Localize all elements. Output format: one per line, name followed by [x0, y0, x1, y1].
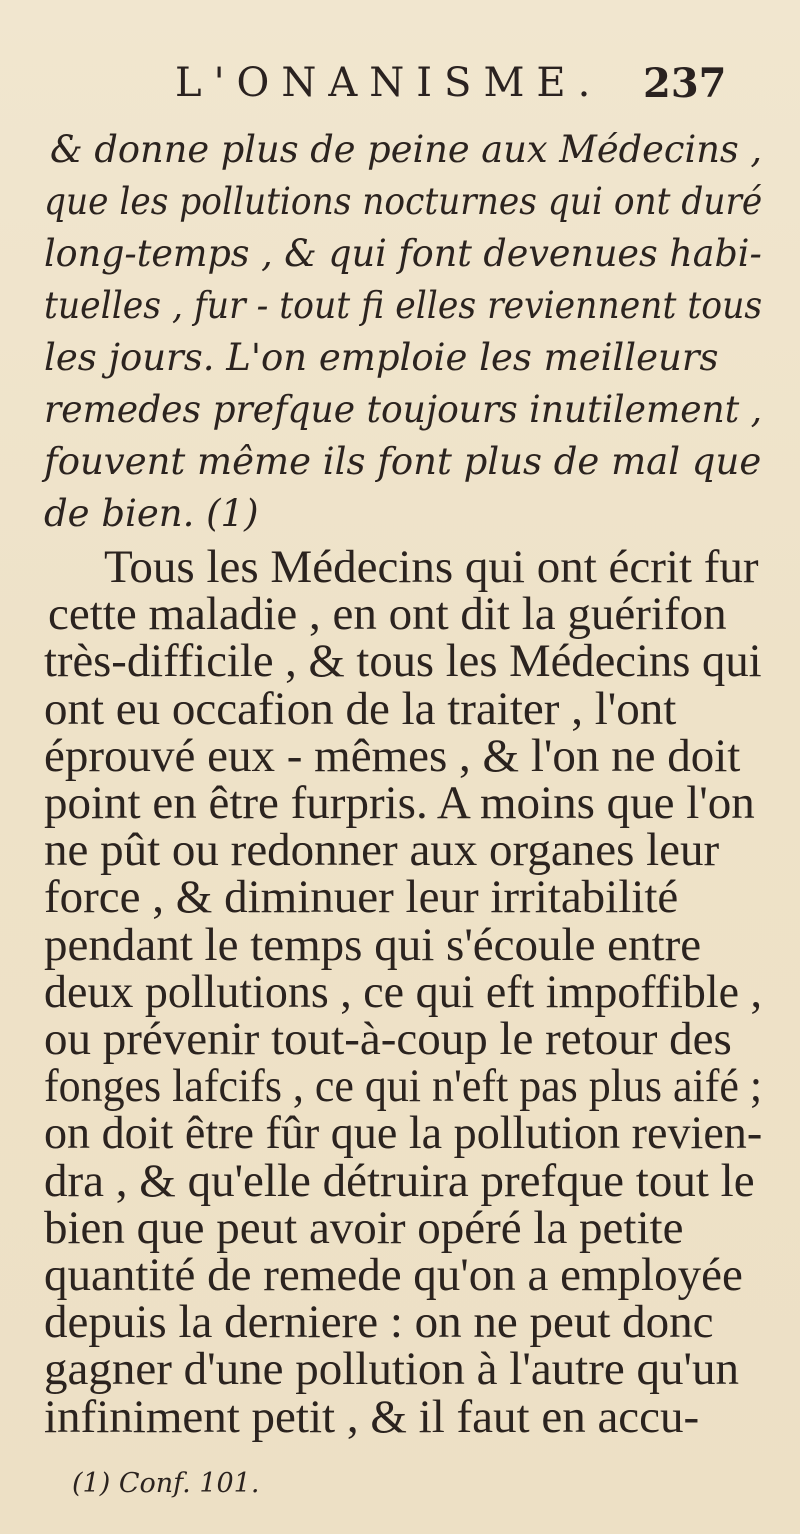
text-line: les jours. L'on emploie les meilleurs — [44, 336, 719, 379]
text-line: depuis la derniere : on ne peut donc — [44, 1296, 714, 1349]
text-line: Tous les Médecins qui ont écrit fur — [104, 541, 759, 593]
text-line: ont eu occafion de la traiter , l'ont — [44, 682, 677, 735]
text-line: fonges lafcifs , ce qui n'eft pas plus aifé ; — [44, 1060, 763, 1113]
text-line: dra , & qu'elle détruira prefque tout le — [44, 1154, 755, 1207]
text-line: remedes prefque toujours inutilement , — [44, 388, 763, 431]
footnote: (1) Conf. 101. — [72, 1468, 260, 1499]
text-line: très-difficile , & tous les Médecins qui — [44, 635, 762, 688]
text-line: fouvent même ils font plus de mal que — [44, 440, 762, 483]
text-line: pendant le temps qui s'écoule entre — [44, 918, 702, 971]
text-line: force , & diminuer leur irritabilité — [44, 871, 679, 924]
text-line: & donne plus de peine aux Médecins , — [50, 128, 763, 171]
text-line: tuelles , fur - tout fi elles reviennent tous — [44, 284, 763, 327]
text-line: bien que peut avoir opéré la petite — [44, 1201, 684, 1254]
text-line: cette maladie , en ont dit la guérifon — [48, 588, 727, 641]
text-line: de bien. (1) — [44, 492, 259, 535]
page-number: 237 — [643, 60, 727, 107]
text-line: point en être furpris. A moins que l'on — [44, 777, 755, 829]
text-line: on doit être fûr que la pollution revien- — [44, 1107, 763, 1160]
running-head — [0, 60, 800, 120]
text-line: éprouvé eux - mêmes , & l'on ne doit — [44, 729, 741, 782]
running-head-title: L'ONANISME. — [175, 60, 603, 106]
text-line: que les pollutions nocturnes qui ont duré — [44, 180, 763, 223]
text-line: gagner d'une pollution à l'autre qu'un — [44, 1343, 739, 1396]
text-line: infiniment petit , & il faut en accu- — [44, 1390, 700, 1443]
text-line: long-temps , & qui font devenues habi- — [44, 232, 762, 275]
text-line: quantité de remede qu'on a employée — [44, 1249, 743, 1301]
text-line: deux pollutions , ce qui eft impoffible , — [44, 965, 763, 1018]
text-line: ou prévenir tout-à-coup le retour des — [44, 1013, 732, 1065]
text-line: ne pût ou redonner aux organes leur — [44, 824, 720, 877]
